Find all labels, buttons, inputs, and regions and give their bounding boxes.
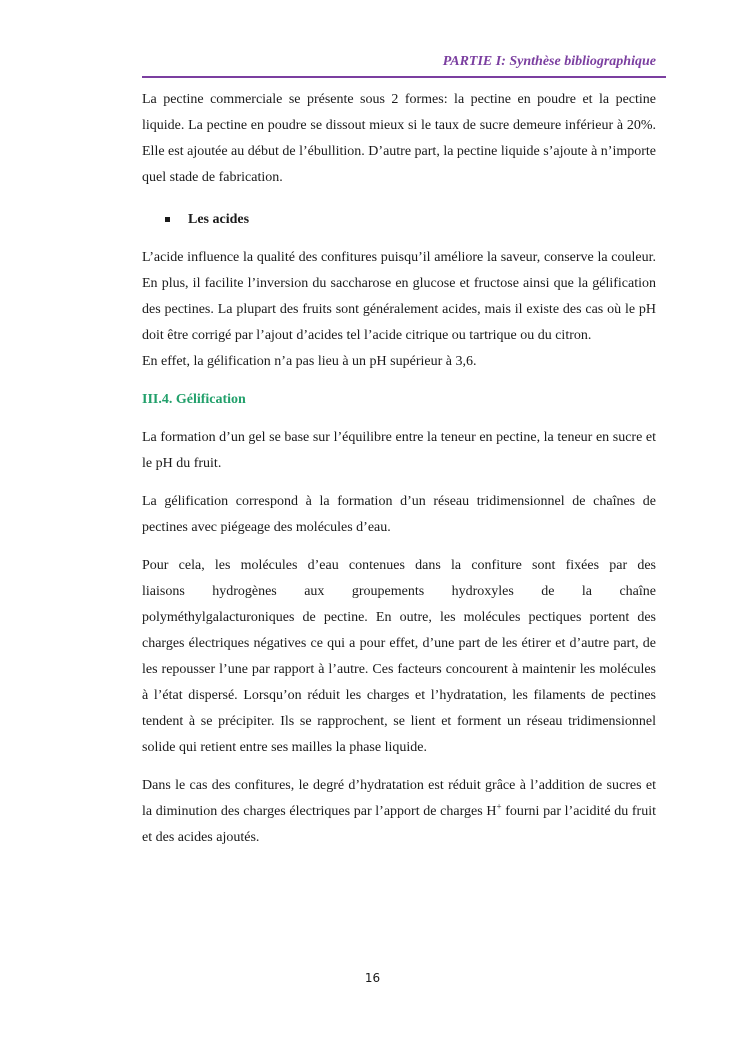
paragraph-mechanism-line-1: Pour cela, les molécules d’eau contenues dans la confiture sont fixées par des [142, 558, 656, 573]
section-heading-gelification: III.4. Gélification [142, 392, 246, 407]
header-title: PARTIE I: Synthèse bibliographique [442, 54, 656, 69]
paragraph-hydration [142, 773, 656, 851]
paragraph-gel-formation: La formation d’un gel se base sur l’équilibre entre la teneur en pectine, la teneur en sucre et le pH du fruit. [142, 430, 656, 471]
paragraph-hydration-text: Dans le cas des confitures, le degré d’hydratation est réduit grâce à l’addition de sucres et la diminution des charges électriques par l’apport de charges H [142, 778, 656, 819]
bullet-heading: Les acides [188, 212, 250, 227]
paragraph-acides: L’acide influence la qualité des confitures puisqu’il améliore la saveur, conserve la couleur. En plus, il facilite l’inversion du saccharose en glucose et fructose ainsi que la gélification des pectines. La plupart des fruits sont généralement acides, mais il existe des cas où le pH doit être corrigé par l’ajout d’acides tel l’acide citrique ou tartrique ou du citron. [142, 250, 656, 343]
paragraph-pectine-forms: La pectine commerciale se présente sous 2 formes: la pectine en poudre et la pectine liquide. La pectine en poudre se dissout mieux si le taux de sucre demeure inférieur à 20%. Elle est ajoutée au début de l’ébullition. D’autre part, la pectine liquide s’ajoute à n’importe quel stade de fabrication. [142, 92, 656, 185]
paragraph-hydration-tail: fourni par l’acidité du fruit et des acides ajoutés. [142, 804, 656, 845]
paragraph-mechanism-line-2: liaisons hydrogènes aux groupements hydroxyles de la chaîne [142, 584, 656, 599]
paragraph-ph-limit: En effet, la gélification n’a pas lieu à un pH supérieur à 3,6. [142, 354, 477, 369]
page-body [142, 87, 656, 851]
paragraph-gelification-definition: La gélification correspond à la formation d’un réseau tridimensionnel de chaînes de pectines avec piégeage des molécules d’eau. [142, 494, 656, 535]
bullet-item-acides [142, 207, 656, 233]
paragraph-mechanism [142, 553, 656, 761]
superscript-plus: + [496, 801, 502, 812]
page-header [142, 51, 666, 78]
page-number: 16 [364, 971, 381, 985]
square-bullet-icon [165, 217, 170, 222]
paragraph-mechanism-rest: polyméthylgalacturoniques de pectine. En outre, les molécules pectiques portent des charges électriques négatives ce qui a pour effet, d’une part de les étirer et d’autre part, de les repousser l’une par rapport à l’autre. Ces facteurs concourent à maintenir les molécules à l’état dispersé. Lorsqu’on réduit les charges et l’hydratation, les filaments de pectines tendent à se précipiter. Ils se rapprochent, se lient et forment un réseau tridimensionnel solide qui retient entre ses mailles la phase liquide. [142, 610, 656, 755]
